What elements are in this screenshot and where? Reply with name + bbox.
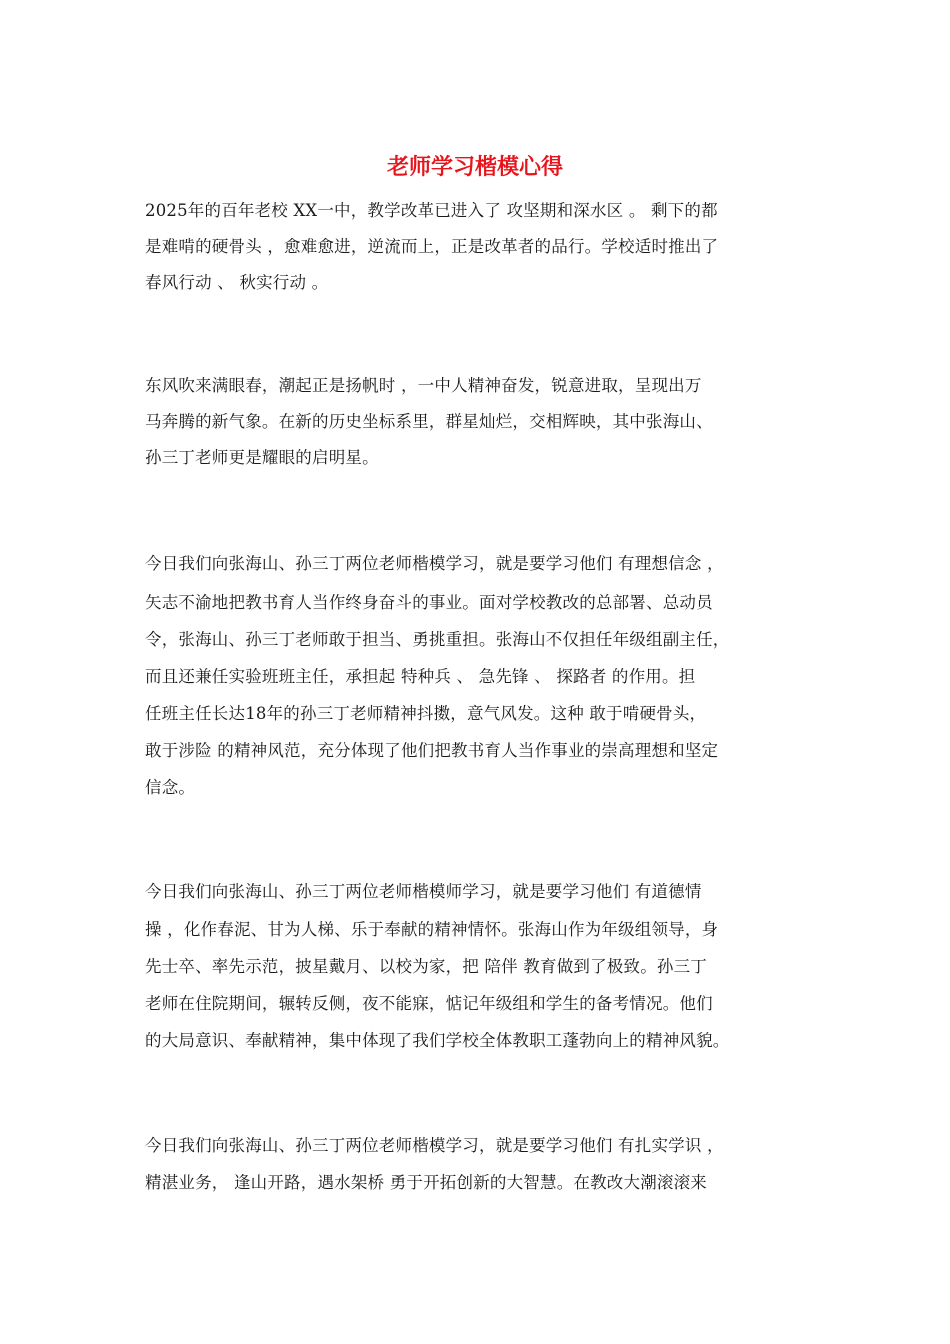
document-title: 老师学习楷模心得 xyxy=(386,155,563,180)
paragraph-3-line-6: 敢于涉险 的精神风范，充分体现了他们把教书育人当作事业的崇高理想和坚定 xyxy=(145,741,719,760)
paragraph-3-line-5: 任班主任长达18年的孙三丁老师精神抖擞，意气风发。这种 敢于啃硬骨头， xyxy=(145,704,707,723)
paragraph-4-line-5: 的大局意识、奉献精神，集中体现了我们学校全体教职工蓬勃向上的精神风貌。 xyxy=(145,1031,730,1050)
paragraph-5-line-2: 精湛业务， 逢山开路，遇水架桥 勇于开拓创新的大智慧。在教改大潮滚滚来 xyxy=(145,1173,707,1192)
paragraph-5-line-1: 今日我们向张海山、孙三丁两位老师楷模学习，就是要学习他们 有扎实学识 ， xyxy=(145,1136,724,1155)
paragraph-4-line-3: 先士卒、率先示范，披星戴月、以校为家，把 陪伴 教育做到了极致。孙三丁 xyxy=(145,957,707,976)
paragraph-3-line-1: 今日我们向张海山、孙三丁两位老师楷模学习，就是要学习他们 有理想信念 ， xyxy=(145,554,724,573)
paragraph-3-line-3: 令，张海山、孙三丁老师敢于担当、勇挑重担。张海山不仅担任年级组副主任， xyxy=(145,630,730,649)
paragraph-4-line-4: 老师在住院期间，辗转反侧，夜不能寐，惦记年级组和学生的备考情况。他们 xyxy=(145,994,713,1013)
paragraph-1-line-1: 2025年的百年老校 XX一中，教学改革已进入了 攻坚期和深水区 。 剩下的都 xyxy=(145,201,718,220)
paragraph-2-line-3: 孙三丁老师更是耀眼的启明星。 xyxy=(145,448,379,467)
paragraph-1-line-2: 是难啃的硬骨头 ，愈难愈进，逆流而上，正是改革者的品行。学校适时推出了 xyxy=(145,237,719,256)
paragraph-2-line-1: 东风吹来满眼春，潮起正是扬帆时 ，一中人精神奋发，锐意进取，呈现出万 xyxy=(145,376,702,395)
paragraph-1-line-3: 春风行动 、 秋实行动 。 xyxy=(145,273,329,292)
paragraph-2-line-2: 马奔腾的新气象。在新的历史坐标系里，群星灿烂，交相辉映，其中张海山、 xyxy=(145,412,713,431)
paragraph-4-line-1: 今日我们向张海山、孙三丁两位老师楷模师学习，就是要学习他们 有道德情 xyxy=(145,882,702,901)
paragraph-3-line-2: 矢志不渝地把教书育人当作终身奋斗的事业。面对学校教改的总部署、总动员 xyxy=(145,593,713,612)
paragraph-3-line-7: 信念。 xyxy=(145,778,196,797)
paragraph-3-line-4: 而且还兼任实验班班主任，承担起 特种兵 、 急先锋 、 探路者 的作用。担 xyxy=(145,667,696,686)
paragraph-4-line-2: 操 ，化作春泥、甘为人梯、乐于奉献的精神情怀。张海山作为年级组领导，身 xyxy=(145,920,719,939)
